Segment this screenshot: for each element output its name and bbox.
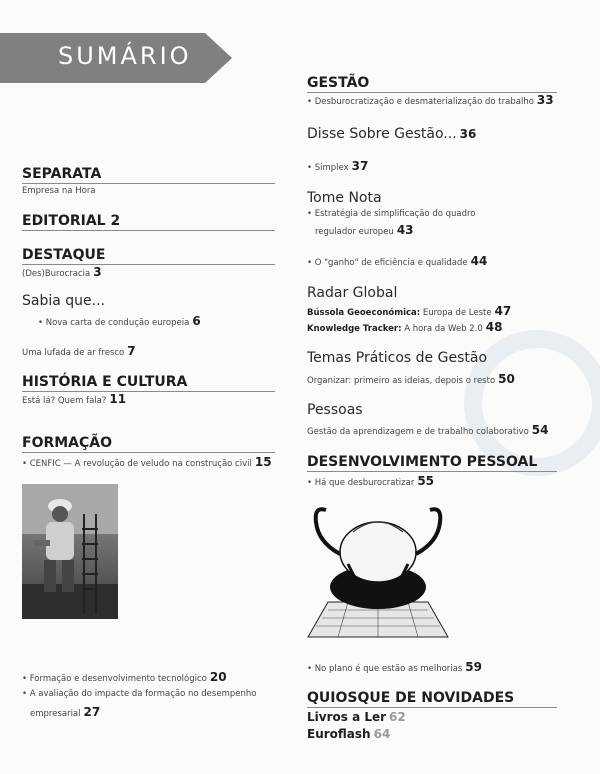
section-temas-praticos: Temas Práticos de Gestão: [307, 350, 488, 366]
toc-item-carta-conducao[interactable]: [38, 314, 201, 328]
toc-item-euroflash[interactable]: [307, 727, 390, 741]
toc-item-label: • Nova carta de condução europeia: [38, 318, 190, 328]
toc-item-label-bold: Knowledge Tracker:: [307, 324, 402, 334]
toc-item-label: • Simplex: [307, 163, 349, 173]
toc-item-formacao-desenvolvimento[interactable]: [22, 670, 227, 684]
toc-item-livros-a-ler[interactable]: [307, 710, 406, 724]
page-number: 59: [465, 660, 482, 674]
toc-item-organizar[interactable]: [307, 372, 515, 386]
page-number: 3: [93, 265, 102, 279]
toc-item-label-bold: Bússola Geoeconómica:: [307, 308, 421, 318]
page-number: 43: [396, 223, 414, 237]
toc-item-no-plano[interactable]: [307, 660, 482, 674]
toc-item-lufada[interactable]: [22, 344, 136, 358]
toc-item-label: regulador europeu: [315, 227, 394, 237]
page-number: 6: [192, 314, 201, 328]
toc-item-esta-la[interactable]: [22, 392, 126, 406]
toc-item-label: • Formação e desenvolvimento tecnológico: [22, 674, 207, 684]
section-disse-sobre-gestao[interactable]: [307, 126, 476, 142]
toc-item-ganho-eficiencia[interactable]: [307, 254, 487, 268]
page-number: 55: [417, 474, 435, 488]
toc-item-label: • O "ganho" de eficiência e qualidade: [307, 258, 468, 268]
toc-item-label: Europa de Leste: [420, 308, 492, 318]
section-label: Disse Sobre Gestão...: [307, 126, 457, 142]
toc-item-label: Livros a Ler: [307, 710, 387, 724]
toc-item-label: • CENFIC — A revolução de veludo na construção civil: [22, 459, 252, 469]
page-number: 54: [531, 423, 549, 437]
toc-item-cenfic[interactable]: [22, 455, 272, 469]
section-pessoas: Pessoas: [307, 402, 363, 418]
cartoon-illustration: [298, 492, 458, 642]
toc-item-estrategia-cont[interactable]: [315, 223, 414, 237]
page-number: 47: [494, 304, 512, 318]
toc-item-label: Está lá? Quem fala?: [22, 396, 107, 406]
toc-item-label: Euroflash: [307, 727, 371, 741]
toc-item-desburocratizacao[interactable]: [307, 93, 554, 107]
toc-item-label: • Desburocratização e desmaterialização do trabalho: [307, 97, 534, 107]
page-number: 15: [254, 455, 272, 469]
editorial-label: EDITORIAL: [22, 213, 106, 229]
section-gestao: GESTÃO: [307, 75, 557, 93]
toc-item-label: • Há que desburocratizar: [307, 478, 415, 488]
bureaucracy-cartoon: [298, 492, 458, 642]
toc-item-desburocracia[interactable]: [22, 265, 102, 279]
section-historia-cultura: HISTÓRIA E CULTURA: [22, 374, 275, 392]
toc-item-knowledge-tracker[interactable]: [307, 320, 503, 334]
toc-item-label: • No plano é que estão as melhorias: [307, 664, 463, 674]
page-number: 44: [470, 254, 488, 268]
page-title: SUMÁRIO: [58, 42, 192, 70]
toc-item-desburocratizar[interactable]: [307, 474, 434, 488]
toc-item-label: empresarial: [30, 709, 81, 719]
page-number: 27: [83, 705, 101, 719]
section-tome-nota: Tome Nota: [307, 190, 382, 206]
toc-item-label: Organizar: primeiro as ideias, depois o resto: [307, 376, 496, 386]
construction-worker-illustration: [22, 484, 118, 619]
section-editorial[interactable]: [22, 213, 275, 231]
section-quiosque-novidades: QUIOSQUE DE NOVIDADES: [307, 690, 557, 708]
page-number: 36: [459, 127, 477, 141]
toc-item-simplex[interactable]: [307, 159, 368, 173]
toc-item-label: Uma lufada de ar fresco: [22, 348, 125, 358]
toc-item-bussola[interactable]: [307, 304, 511, 318]
page-number: 20: [209, 670, 227, 684]
section-formacao: FORMAÇÃO: [22, 435, 275, 453]
toc-item-empresa-na-hora[interactable]: Empresa na Hora: [22, 186, 96, 196]
section-destaque: DESTAQUE: [22, 247, 275, 265]
page-number: 64: [373, 727, 391, 741]
page-number: 11: [109, 392, 127, 406]
toc-item-avaliacao-impacte-cont[interactable]: [30, 705, 100, 719]
toc-item-estrategia[interactable]: • Estratégia de simplificação do quadro: [307, 209, 476, 219]
page-number: 62: [389, 710, 406, 724]
toc-item-label: (Des)Burocracia: [22, 269, 91, 279]
toc-item-label: A hora da Web 2.0: [401, 324, 483, 334]
page-number: 48: [485, 320, 503, 334]
editorial-page: 2: [110, 213, 121, 229]
toc-item-avaliacao-impacte[interactable]: • A avaliação do impacte da formação no desempenho: [22, 689, 257, 699]
toc-item-gestao-aprendizagem[interactable]: [307, 423, 548, 437]
page-number: 50: [498, 372, 515, 386]
section-radar-global: Radar Global: [307, 285, 398, 301]
toc-item-label: Gestão da aprendizagem e de trabalho colaborativo: [307, 427, 529, 437]
section-separata: SEPARATA: [22, 166, 275, 184]
construction-worker-photo: [22, 484, 118, 619]
page-number: 37: [351, 159, 369, 173]
page-number: 7: [127, 344, 136, 358]
page-number: 33: [536, 93, 554, 107]
section-sabia-que: Sabia que...: [22, 293, 105, 309]
section-desenvolvimento-pessoal: DESENVOLVIMENTO PESSOAL: [307, 454, 557, 472]
